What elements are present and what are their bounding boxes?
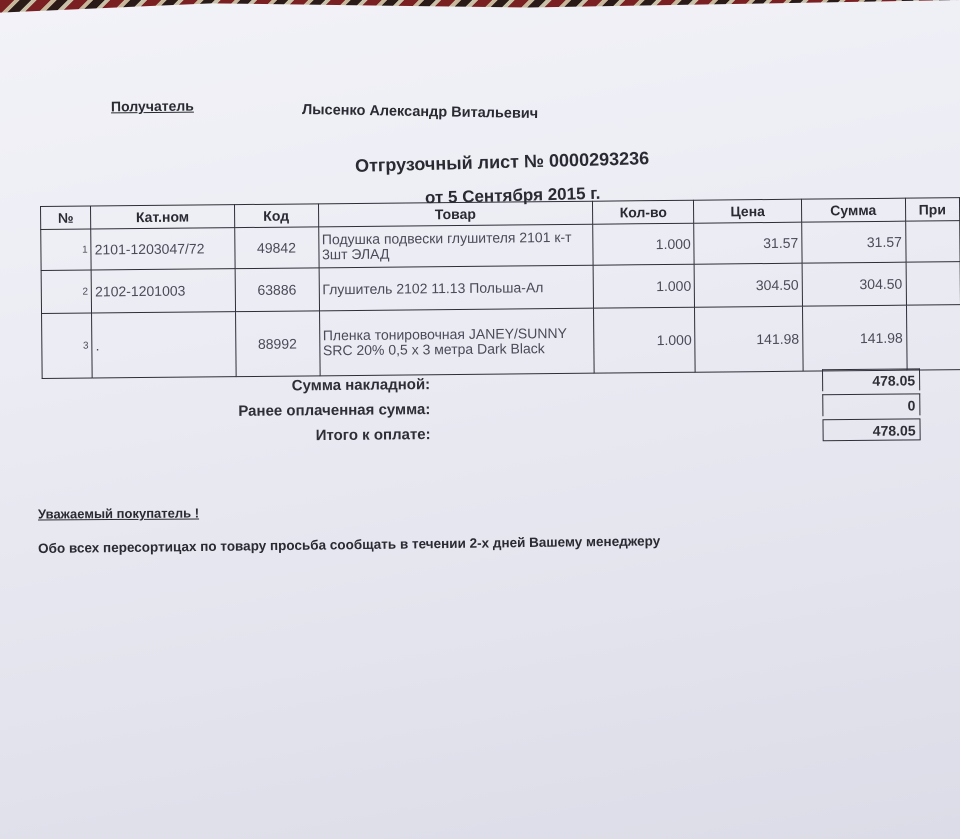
table-row [42,305,960,379]
cell-goods: Подушка подвески глушителя 2101 к-т 3шт ЭЛАД [318,224,593,268]
column-header-sum: Сумма [801,198,905,222]
due-label: Итого к оплате: [315,426,431,445]
cell-qty: 1.000 [593,264,695,308]
cell-goods: Глушитель 2102 11.13 Польша-Ал [319,265,594,311]
cell-no: 1 [41,229,92,270]
recipient-label: Получатель [110,97,194,115]
column-header-qty: Кол-во [592,200,694,224]
cell-note [905,221,960,263]
document-title: Отгрузочный лист № 0000293236 [354,148,650,176]
cell-sum: 31.57 [802,221,906,263]
invoice-total-label: Сумма накладной: [291,376,431,395]
cell-sum: 141.98 [802,305,906,371]
prepaid-value: 0 [822,393,920,416]
recipient-name: Лысенко Александр Витальевич [301,101,539,123]
cell-sum: 304.50 [802,262,906,306]
prepaid-label: Ранее оплаченная сумма: [238,401,431,420]
column-header-cat: Кат.ном [91,205,235,229]
document-date: от 5 Сентября 2015 г. [424,183,601,208]
column-header-price: Цена [694,199,802,223]
cell-code: 63886 [235,268,319,312]
cell-note [906,262,960,306]
column-header-code: Код [234,204,318,228]
cell-qty: 1.000 [593,223,695,265]
cell-price: 304.50 [694,263,802,307]
cell-code: 88992 [235,311,320,377]
customer-notice: Обо всех пересортицах по товару просьба сообщать в течении 2-х дней Вашему менеджеру [38,533,661,556]
cell-price: 141.98 [695,306,803,372]
cell-qty: 1.000 [594,307,696,373]
cell-note [906,305,960,371]
cell-goods: Пленка тонировочная JANEY/SUNNY SRC 20% 0,5 x 3 метра Dark Black [319,308,594,376]
cell-price: 31.57 [694,222,802,264]
due-value: 478.05 [822,418,920,441]
column-header-note: При [905,198,960,222]
column-header-goods: Товар [318,201,593,227]
customer-greeting: Уважаемый покупатель ! [37,505,200,522]
invoice-total-value: 478.05 [822,368,920,391]
cell-no: 3 [42,313,93,378]
totals-block [238,372,916,447]
cell-cat: . [92,312,236,378]
cell-no: 2 [41,270,92,313]
column-header-no: № [41,206,91,229]
cell-cat: 2101-1203047/72 [91,228,235,270]
items-table [40,197,960,379]
cell-code: 49842 [234,227,318,269]
cell-cat: 2102-1201003 [91,269,235,313]
